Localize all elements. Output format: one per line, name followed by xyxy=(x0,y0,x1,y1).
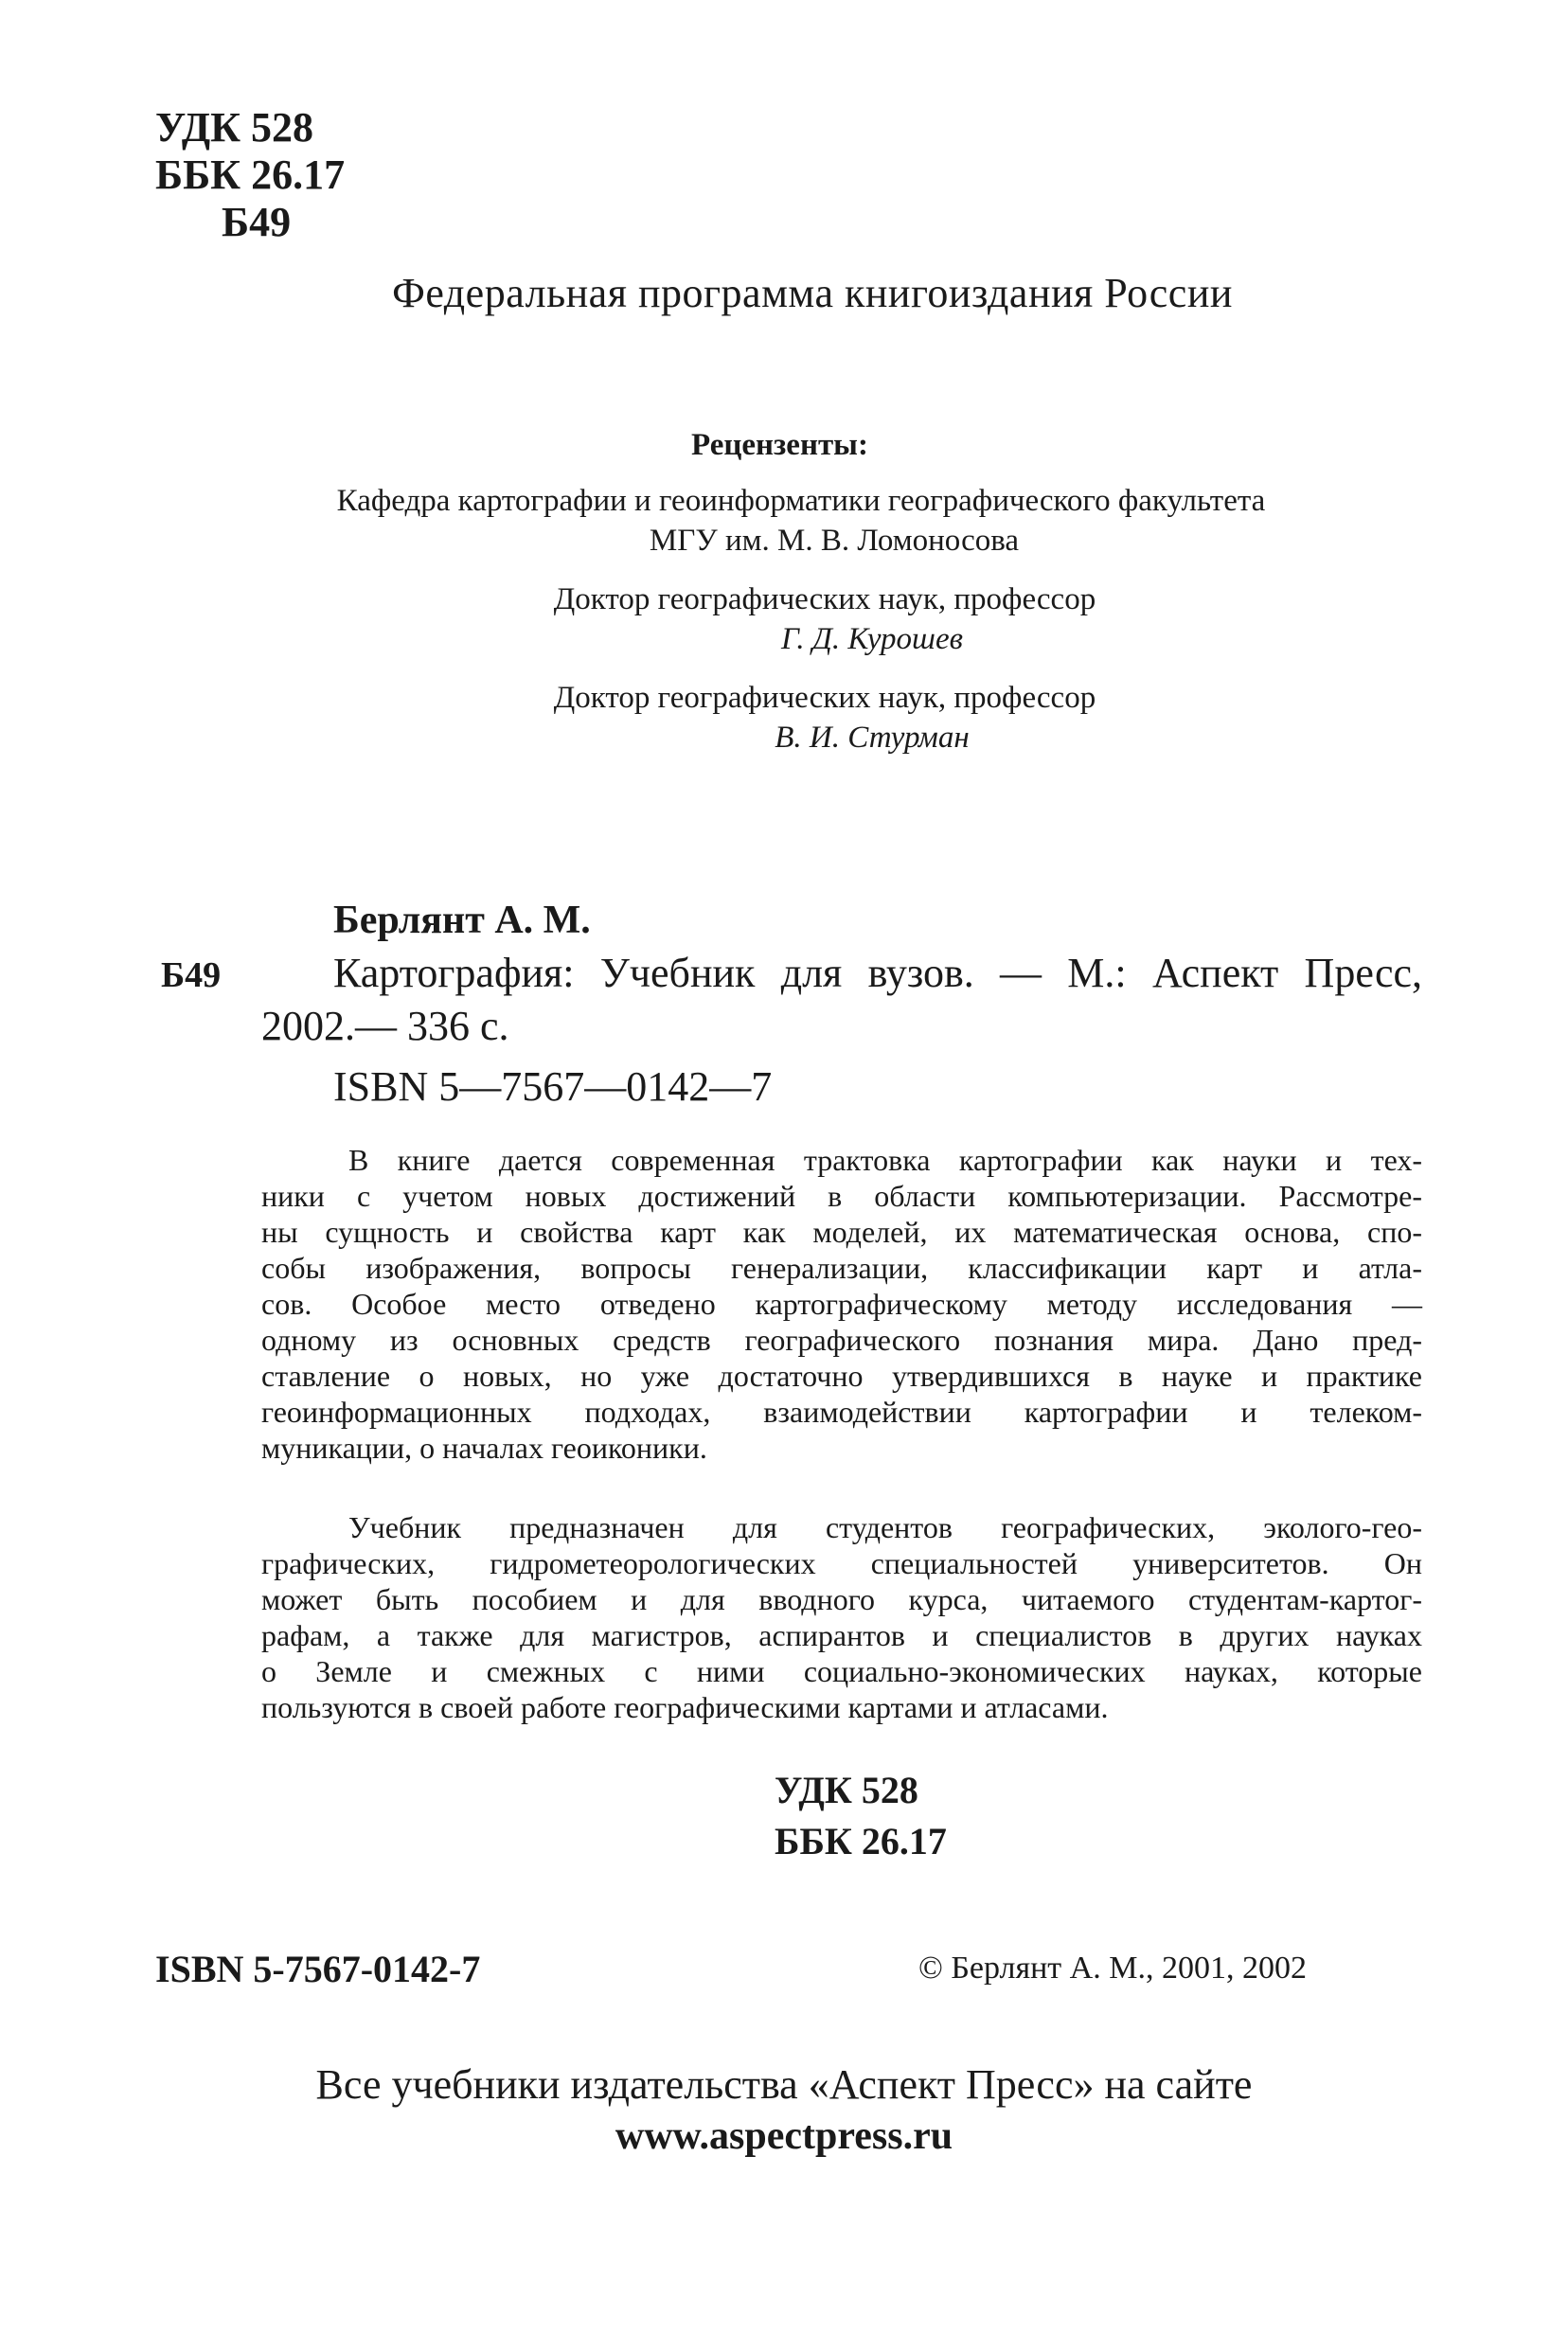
abstract-line: геоинформационных подходах, взаимодействии картографии и телеком- xyxy=(261,1395,1422,1429)
abstract-line: пользуются в своей работе географическими картами и атласами. xyxy=(261,1690,1109,1724)
abstract-line: ники с учетом новых достижений в области компьютеризации. Рассмотре- xyxy=(261,1179,1422,1213)
bbk-code: ББК 26.17 xyxy=(155,151,346,198)
reviewer-entry-kuroshev xyxy=(0,579,1568,659)
bibliography-index: Б49 xyxy=(161,955,222,995)
reviewer-entry-sturman xyxy=(0,678,1568,757)
reviewer-line: МГУ им. М. В. Ломоносова xyxy=(649,524,1020,558)
reviewer-entry-department xyxy=(0,481,1568,561)
book-isbn: ISBN 5—7567—0142—7 xyxy=(333,1063,773,1110)
bbk-code: ББК 26.17 xyxy=(775,1820,947,1862)
copyright-notice: © Берлянт А. М., 2001, 2002 xyxy=(918,1951,1307,1986)
book-publication-info: 2002.— 336 с. xyxy=(261,1003,509,1049)
abstract-line: одному из основных средств географического познания мира. Дано пред- xyxy=(261,1323,1422,1357)
reviewer-line: Кафедра картографии и геоинформатики географического факультета xyxy=(336,484,1266,518)
abstract-line: ны сущность и свойства карт как моделей, их математическая основа, спо- xyxy=(261,1215,1422,1249)
reviewer-name: В. И. Стурман xyxy=(775,721,970,755)
author-mark: Б49 xyxy=(222,199,292,245)
program-line: Федеральная программа книгоиздания России xyxy=(392,270,1233,316)
abstract-line: В книге дается современная трактовка картографии как науки и тех- xyxy=(348,1143,1422,1177)
publisher-url[interactable]: www.aspectpress.ru xyxy=(615,2114,953,2158)
reviewer-line: Доктор географических наук, профессор xyxy=(553,681,1096,715)
footer-text: Все учебники издательства «Аспект Пресс» на сайте xyxy=(315,2061,1253,2108)
abstract-paragraph-2 xyxy=(261,1509,1422,1725)
abstract-line: Учебник предназначен для студентов географических, эколого-гео- xyxy=(348,1510,1422,1544)
udk-code: УДК 528 xyxy=(155,104,314,151)
abstract-line: графических, гидрометеорологических специальностей университетов. Он xyxy=(261,1546,1422,1580)
abstract-line: может быть пособием и для вводного курса, читаемого студентам-картог- xyxy=(261,1582,1422,1616)
reviewer-line: Доктор географических наук, профессор xyxy=(553,582,1096,616)
abstract-line: муникации, о началах геоиконики. xyxy=(261,1431,707,1465)
abstract-paragraph-1 xyxy=(261,1142,1422,1466)
abstract-line: о Земле и смежных с ними социально-экономических науках, которые xyxy=(261,1654,1422,1688)
reviewers-heading: Рецензенты: xyxy=(691,428,868,462)
abstract-line: ставление о новых, но уже достаточно утвердившихся в науке и практике xyxy=(261,1359,1422,1393)
abstract-line: собы изображения, вопросы генерализации, классификации карт и атла- xyxy=(261,1251,1422,1285)
abstract-line: рафам, а также для магистров, аспирантов и специалистов в других науках xyxy=(261,1618,1422,1652)
reviewer-name: Г. Д. Курошев xyxy=(781,622,963,656)
udk-code: УДК 528 xyxy=(775,1769,918,1811)
imprint-isbn: ISBN 5-7567-0142-7 xyxy=(155,1948,481,1990)
bottom-classification xyxy=(775,1765,947,1867)
classification-block xyxy=(155,104,345,246)
book-title: Картография: Учебник для вузов. — М.: Аспект Пресс, xyxy=(333,950,1422,996)
book-author: Берлянт А. М. xyxy=(333,899,591,942)
abstract-line: сов. Особое место отведено картографическому методу исследования — xyxy=(261,1287,1422,1321)
